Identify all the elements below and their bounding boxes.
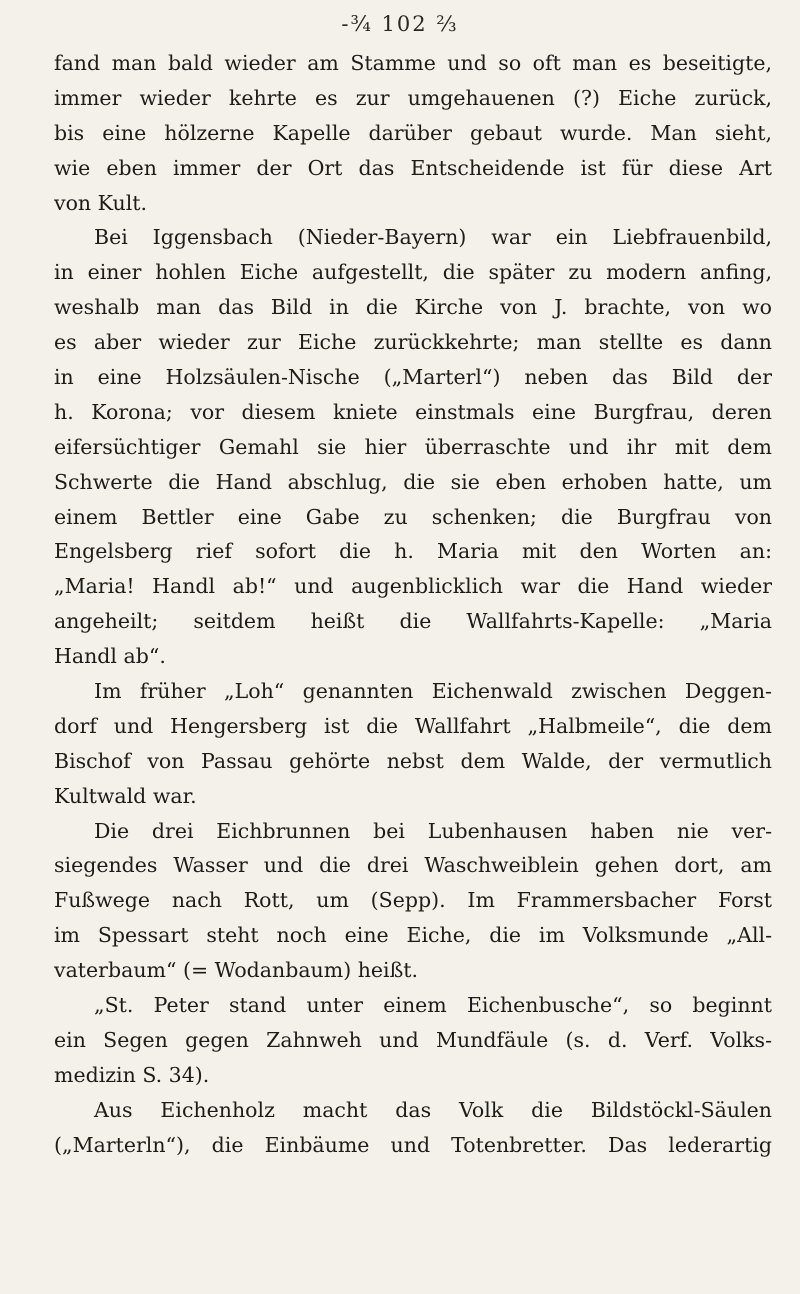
text-line: Bischof von Passau gehörte nebst dem Walde, der vermutlich (54, 748, 772, 773)
text-line: Schwerte die Hand abschlug, die sie eben erhoben hatte, um (54, 469, 772, 494)
text-line: im Spessart steht noch eine Eiche, die im Volksmunde „All- (54, 923, 772, 948)
text-line: angeheilt; seitdem heißt die Wallfahrts-Kapelle: „Maria (54, 609, 772, 634)
text-line: es aber wieder zur Eiche zurückkehrte; man stellte es dann (54, 330, 772, 355)
text-line: Aus Eichenholz macht das Volk die Bildstöckl-Säulen (94, 1097, 772, 1122)
text-line: Handl ab“. (54, 644, 166, 669)
text-line: weshalb man das Bild in die Kirche von J. brachte, von wo (54, 295, 772, 320)
text-line: h. Korona; vor diesem kniete einstmals eine Burgfrau, deren (54, 399, 772, 424)
text-line: vaterbaum“ (= Wodanbaum) heißt. (54, 958, 419, 983)
text-line: Fußwege nach Rott, um (Sepp). Im Frammersbacher Forst (54, 888, 772, 913)
text-line: fand man bald wieder am Stamme und so oft man es beseitigte, (54, 51, 772, 75)
text-line: ein Segen gegen Zahnweh und Mundfäule (s. d. Verf. Volks- (54, 1027, 772, 1052)
text-line: medizin S. 34). (54, 1062, 210, 1087)
text-line: eifersüchtiger Gemahl sie hier überraschte und ihr mit dem (54, 434, 772, 459)
text-line: („Marterln“), die Einbäume und Totenbretter. Das lederartig (54, 1132, 772, 1157)
text-line: siegendes Wasser und die drei Waschweiblein gehen dort, am (54, 853, 772, 878)
page-number: -¾ 102 ⅔ (341, 12, 459, 36)
text-line: Kultwald war. (54, 783, 197, 808)
text-line: in einer hohlen Eiche aufgestellt, die später zu modern anfing, (54, 260, 772, 285)
text-line: dorf und Hengersberg ist die Wallfahrt „Halbmeile“, die dem (54, 713, 772, 738)
text-line: immer wieder kehrte es zur umgehauenen (?) Eiche zurück, (54, 85, 772, 110)
text-line: Im früher „Loh“ genannten Eichenwald zwischen Deggen- (94, 679, 772, 704)
text-line: Bei Iggensbach (Nieder-Bayern) war ein Liebfrauenbild, (94, 225, 772, 250)
text-line: Die drei Eichbrunnen bei Lubenhausen haben nie ver- (94, 818, 772, 843)
body-text (54, 46, 772, 1163)
text-line: einem Bettler eine Gabe zu schenken; die Burgfrau von (54, 504, 772, 529)
text-line: in eine Holzsäulen-Nische („Marterl“) neben das Bild der (54, 365, 772, 390)
text-line: wie eben immer der Ort das Entscheidende ist für diese Art (54, 155, 772, 180)
text-line: von Kult. (54, 190, 148, 215)
text-line: „Maria! Handl ab!“ und augenblicklich war die Hand wieder (54, 574, 772, 599)
text-line: bis eine hölzerne Kapelle darüber gebaut wurde. Man sieht, (54, 120, 772, 145)
text-line: Engelsberg rief sofort die h. Maria mit den Worten an: (54, 539, 772, 564)
text-line: „St. Peter stand unter einem Eichenbusche“, so beginnt (94, 993, 772, 1018)
